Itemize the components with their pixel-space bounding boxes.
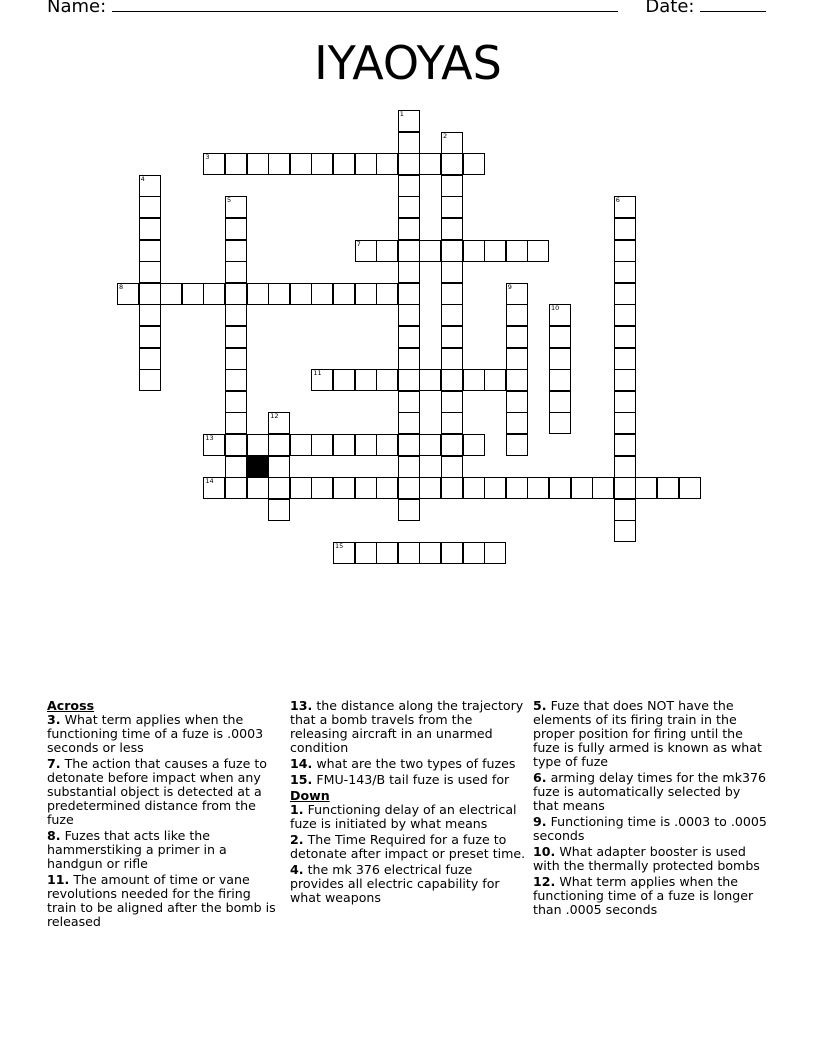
crossword-cell[interactable] bbox=[549, 477, 571, 499]
crossword-cell[interactable] bbox=[355, 434, 377, 456]
crossword-cell[interactable] bbox=[441, 153, 463, 175]
crossword-cell[interactable] bbox=[398, 240, 420, 262]
crossword-cell[interactable] bbox=[225, 196, 247, 218]
clue-across-3: 3. What term applies when the functioning time of a fuze is .0003 seconds or less bbox=[47, 712, 264, 755]
crossword-cell[interactable] bbox=[614, 196, 636, 218]
crossword-cell[interactable] bbox=[463, 434, 485, 456]
crossword-cell[interactable] bbox=[419, 369, 441, 391]
crossword-cell[interactable] bbox=[139, 218, 161, 240]
crossword-cell[interactable] bbox=[139, 304, 161, 326]
clue-down-5: 5. Fuze that does NOT have the elements of its firing train in the proper position for firing until the fuze is fully armed is known as what type of fuze bbox=[533, 698, 762, 769]
crossword-cell[interactable] bbox=[268, 412, 290, 434]
clue-number: 4 bbox=[140, 174, 145, 183]
crossword-cell[interactable] bbox=[614, 499, 636, 521]
crossword-cell[interactable] bbox=[311, 153, 333, 175]
crossword-cell[interactable] bbox=[225, 477, 247, 499]
clue-number: 1 bbox=[399, 110, 404, 118]
crossword-cell[interactable] bbox=[225, 261, 247, 283]
crossword-cell[interactable] bbox=[268, 456, 290, 478]
crossword-cell[interactable] bbox=[398, 434, 420, 456]
crossword-cell[interactable] bbox=[506, 369, 528, 391]
crossword-cell[interactable] bbox=[311, 434, 333, 456]
clue-across-13: 13. the distance along the trajectory that a bomb travels from the releasing aircraft in an unarmed condition bbox=[290, 698, 524, 755]
crossword-cell[interactable] bbox=[139, 348, 161, 370]
crossword-cell[interactable] bbox=[419, 477, 441, 499]
crossword-cell[interactable] bbox=[333, 369, 355, 391]
clue-number: 7 bbox=[356, 239, 361, 248]
crossword-cell[interactable] bbox=[441, 434, 463, 456]
clue-down-9: 9. Functioning time is .0003 to .0005 seconds bbox=[533, 814, 767, 843]
crossword-cell[interactable] bbox=[549, 412, 571, 434]
crossword-cell[interactable] bbox=[398, 412, 420, 434]
crossword-black-cell bbox=[247, 456, 269, 478]
crossword-cell[interactable] bbox=[614, 477, 636, 499]
crossword-cell[interactable] bbox=[506, 391, 528, 413]
crossword-cell[interactable] bbox=[225, 412, 247, 434]
clue-across-7: 7. The action that causes a fuze to detonate before impact when any substantial object is detected at a predetermined distance from the fuze bbox=[47, 756, 267, 827]
crossword-cell[interactable] bbox=[549, 391, 571, 413]
crossword-cell[interactable] bbox=[549, 369, 571, 391]
crossword-cell[interactable] bbox=[225, 240, 247, 262]
crossword-cell[interactable] bbox=[506, 412, 528, 434]
crossword-cell[interactable] bbox=[290, 283, 312, 305]
clue-number: 9 bbox=[507, 282, 512, 291]
crossword-cell[interactable] bbox=[441, 196, 463, 218]
crossword-cell[interactable] bbox=[614, 456, 636, 478]
clue-down-4: 4. the mk 376 electrical fuze provides all electric capability for what weapons bbox=[290, 862, 500, 905]
crossword-cell[interactable] bbox=[506, 477, 528, 499]
clue-down-10: 10. What adapter booster is used with the thermally protected bombs bbox=[533, 844, 760, 873]
clues-column-2 bbox=[290, 699, 526, 907]
crossword-cell[interactable] bbox=[225, 218, 247, 240]
crossword-cell[interactable] bbox=[657, 477, 679, 499]
clues-column-3 bbox=[533, 699, 769, 919]
crossword-cell[interactable] bbox=[398, 542, 420, 564]
crossword-cell[interactable] bbox=[398, 499, 420, 521]
clue-number: 8 bbox=[119, 282, 124, 291]
crossword-cell[interactable] bbox=[355, 240, 377, 262]
crossword-cell[interactable] bbox=[549, 326, 571, 348]
crossword-cell[interactable] bbox=[441, 412, 463, 434]
crossword-cell[interactable] bbox=[225, 153, 247, 175]
crossword-cell[interactable] bbox=[268, 499, 290, 521]
crossword-cell[interactable] bbox=[268, 153, 290, 175]
clue-down-1: 1. Functioning delay of an electrical fuze is initiated by what means bbox=[290, 802, 517, 831]
crossword-cell[interactable] bbox=[376, 283, 398, 305]
crossword-cell[interactable] bbox=[419, 434, 441, 456]
crossword-cell[interactable] bbox=[463, 369, 485, 391]
crossword-cell[interactable] bbox=[614, 218, 636, 240]
crossword-cell[interactable] bbox=[527, 477, 549, 499]
crossword-cell[interactable] bbox=[463, 542, 485, 564]
name-label: Name: bbox=[47, 0, 107, 17]
crossword-cell[interactable] bbox=[441, 240, 463, 262]
clue-number: 3 bbox=[205, 153, 210, 162]
crossword-cell[interactable] bbox=[225, 326, 247, 348]
clue-number: 2 bbox=[443, 131, 448, 140]
crossword-cell[interactable] bbox=[441, 542, 463, 564]
crossword-cell[interactable] bbox=[333, 434, 355, 456]
clue-number: 10 bbox=[551, 304, 560, 313]
down-heading: Down bbox=[290, 788, 330, 803]
clue-down-2: 2. The Time Required for a fuze to detonate after impact or preset time. bbox=[290, 832, 526, 861]
clue-number: 5 bbox=[227, 196, 232, 205]
crossword-cell[interactable] bbox=[484, 477, 506, 499]
crossword-cell[interactable] bbox=[355, 153, 377, 175]
crossword-cell[interactable] bbox=[139, 326, 161, 348]
crossword-cell[interactable] bbox=[225, 348, 247, 370]
clue-down-6: 6. arming delay times for the mk376 fuze is automatically selected by that means bbox=[533, 770, 767, 813]
crossword-cell[interactable] bbox=[484, 369, 506, 391]
crossword-cell[interactable] bbox=[333, 153, 355, 175]
crossword-cell[interactable] bbox=[571, 477, 593, 499]
crossword-cell[interactable] bbox=[376, 542, 398, 564]
crossword-cell[interactable] bbox=[441, 283, 463, 305]
clue-across-11: 11. The amount of time or vane revolutions needed for the firing train to be aligned after the bomb is released bbox=[47, 872, 276, 929]
crossword-cell[interactable] bbox=[268, 283, 290, 305]
crossword-cell[interactable] bbox=[614, 261, 636, 283]
crossword-cell[interactable] bbox=[268, 477, 290, 499]
crossword-cell[interactable] bbox=[441, 261, 463, 283]
crossword-cell[interactable] bbox=[463, 477, 485, 499]
crossword-cell[interactable] bbox=[311, 369, 333, 391]
crossword-cell[interactable] bbox=[614, 434, 636, 456]
crossword-cell[interactable] bbox=[139, 283, 161, 305]
crossword-cell[interactable] bbox=[225, 391, 247, 413]
crossword-cell[interactable] bbox=[376, 153, 398, 175]
crossword-cell[interactable] bbox=[614, 369, 636, 391]
crossword-cell[interactable] bbox=[614, 283, 636, 305]
crossword-cell[interactable] bbox=[333, 477, 355, 499]
crossword-cell[interactable] bbox=[376, 477, 398, 499]
crossword-cell[interactable] bbox=[247, 153, 269, 175]
crossword-cell[interactable] bbox=[398, 391, 420, 413]
clue-number: 11 bbox=[313, 369, 322, 378]
crossword-cell[interactable] bbox=[635, 477, 657, 499]
crossword-cell[interactable] bbox=[506, 283, 528, 305]
crossword-cell[interactable] bbox=[398, 261, 420, 283]
date-label: Date: bbox=[645, 0, 695, 17]
crossword-cell[interactable] bbox=[139, 240, 161, 262]
clue-across-15: 15. FMU-143/B tail fuze is used for bbox=[290, 772, 510, 787]
crossword-cell[interactable] bbox=[160, 283, 182, 305]
crossword-cell[interactable] bbox=[203, 153, 225, 175]
crossword-cell[interactable] bbox=[290, 153, 312, 175]
clue-number: 14 bbox=[205, 477, 214, 486]
crossword-cell[interactable] bbox=[463, 240, 485, 262]
crossword-cell[interactable] bbox=[139, 196, 161, 218]
crossword-cell[interactable] bbox=[139, 261, 161, 283]
clues-column-1 bbox=[47, 699, 279, 931]
clue-across-14: 14. what are the two types of fuzes bbox=[290, 756, 516, 771]
crossword-cell[interactable] bbox=[506, 240, 528, 262]
crossword-cell[interactable] bbox=[679, 477, 701, 499]
crossword-cell[interactable] bbox=[398, 326, 420, 348]
crossword-cell[interactable] bbox=[355, 477, 377, 499]
crossword-cell[interactable] bbox=[203, 477, 225, 499]
crossword-cell[interactable] bbox=[592, 477, 614, 499]
crossword-cell[interactable] bbox=[355, 542, 377, 564]
crossword-cell[interactable] bbox=[311, 283, 333, 305]
crossword-cell[interactable] bbox=[355, 283, 377, 305]
crossword-cell[interactable] bbox=[247, 477, 269, 499]
crossword-cell[interactable] bbox=[333, 283, 355, 305]
crossword-cell[interactable] bbox=[290, 477, 312, 499]
crossword-cell[interactable] bbox=[139, 175, 161, 197]
crossword-cell[interactable] bbox=[527, 240, 549, 262]
crossword-cell[interactable] bbox=[398, 175, 420, 197]
crossword-cell[interactable] bbox=[398, 153, 420, 175]
crossword-cell[interactable] bbox=[441, 348, 463, 370]
clue-number: 15 bbox=[335, 542, 344, 550]
crossword-cell[interactable] bbox=[398, 110, 420, 132]
clue-number: 13 bbox=[205, 434, 214, 442]
crossword-cell[interactable] bbox=[203, 434, 225, 456]
crossword-cell[interactable] bbox=[506, 326, 528, 348]
clue-number: 12 bbox=[270, 412, 279, 421]
crossword-cell[interactable] bbox=[225, 369, 247, 391]
crossword-cell[interactable] bbox=[398, 283, 420, 305]
crossword-cell[interactable] bbox=[441, 132, 463, 154]
crossword-cell[interactable] bbox=[311, 477, 333, 499]
crossword-cell[interactable] bbox=[484, 542, 506, 564]
crossword-cell[interactable] bbox=[441, 218, 463, 240]
crossword-cell[interactable] bbox=[398, 369, 420, 391]
crossword-cell[interactable] bbox=[268, 434, 290, 456]
crossword-cell[interactable] bbox=[506, 434, 528, 456]
across-heading: Across bbox=[47, 698, 95, 713]
crossword-cell[interactable] bbox=[484, 240, 506, 262]
crossword-cell[interactable] bbox=[139, 369, 161, 391]
crossword-cell[interactable] bbox=[506, 348, 528, 370]
crossword-cell[interactable] bbox=[290, 434, 312, 456]
crossword-cell[interactable] bbox=[506, 304, 528, 326]
crossword-cell[interactable] bbox=[441, 326, 463, 348]
crossword-cell[interactable] bbox=[441, 456, 463, 478]
clue-down-12: 12. What term applies when the functioning time of a fuze is longer than .0005 seconds bbox=[533, 874, 754, 917]
crossword-cell[interactable] bbox=[376, 434, 398, 456]
crossword-cell[interactable] bbox=[376, 369, 398, 391]
crossword-cell[interactable] bbox=[441, 391, 463, 413]
crossword-cell[interactable] bbox=[203, 283, 225, 305]
crossword-cell[interactable] bbox=[355, 369, 377, 391]
crossword-cell[interactable] bbox=[614, 240, 636, 262]
crossword-cell[interactable] bbox=[398, 196, 420, 218]
crossword-cell[interactable] bbox=[614, 326, 636, 348]
crossword-cell[interactable] bbox=[419, 542, 441, 564]
crossword-cell[interactable] bbox=[333, 542, 355, 564]
crossword-cell[interactable] bbox=[441, 369, 463, 391]
clue-across-8: 8. Fuzes that acts like the hammerstiking a primer in a handgun or rifle bbox=[47, 828, 227, 871]
crossword-cell[interactable] bbox=[247, 434, 269, 456]
crossword-cell[interactable] bbox=[614, 412, 636, 434]
crossword-cell[interactable] bbox=[398, 348, 420, 370]
crossword-cell[interactable] bbox=[225, 304, 247, 326]
crossword-cell[interactable] bbox=[614, 520, 636, 542]
crossword-cell[interactable] bbox=[398, 456, 420, 478]
crossword-cell[interactable] bbox=[398, 218, 420, 240]
crossword-cell[interactable] bbox=[463, 153, 485, 175]
crossword-cell[interactable] bbox=[614, 391, 636, 413]
crossword-cell[interactable] bbox=[117, 283, 139, 305]
crossword-cell[interactable] bbox=[441, 477, 463, 499]
crossword-cell[interactable] bbox=[441, 175, 463, 197]
crossword-cell[interactable] bbox=[247, 283, 269, 305]
crossword-cell[interactable] bbox=[419, 240, 441, 262]
crossword-cell[interactable] bbox=[549, 304, 571, 326]
crossword-cell[interactable] bbox=[225, 434, 247, 456]
crossword-cell[interactable] bbox=[419, 153, 441, 175]
crossword-cell[interactable] bbox=[441, 304, 463, 326]
crossword-cell[interactable] bbox=[398, 132, 420, 154]
crossword-cell[interactable] bbox=[614, 348, 636, 370]
crossword-cell[interactable] bbox=[549, 348, 571, 370]
crossword-cell[interactable] bbox=[182, 283, 204, 305]
crossword-cell[interactable] bbox=[398, 304, 420, 326]
crossword-cell[interactable] bbox=[225, 456, 247, 478]
crossword-cell[interactable] bbox=[614, 304, 636, 326]
crossword-cell[interactable] bbox=[376, 240, 398, 262]
clue-number: 6 bbox=[615, 196, 620, 205]
crossword-cell[interactable] bbox=[398, 477, 420, 499]
puzzle-title: IYAOYAS bbox=[314, 36, 502, 90]
crossword-cell[interactable] bbox=[225, 283, 247, 305]
